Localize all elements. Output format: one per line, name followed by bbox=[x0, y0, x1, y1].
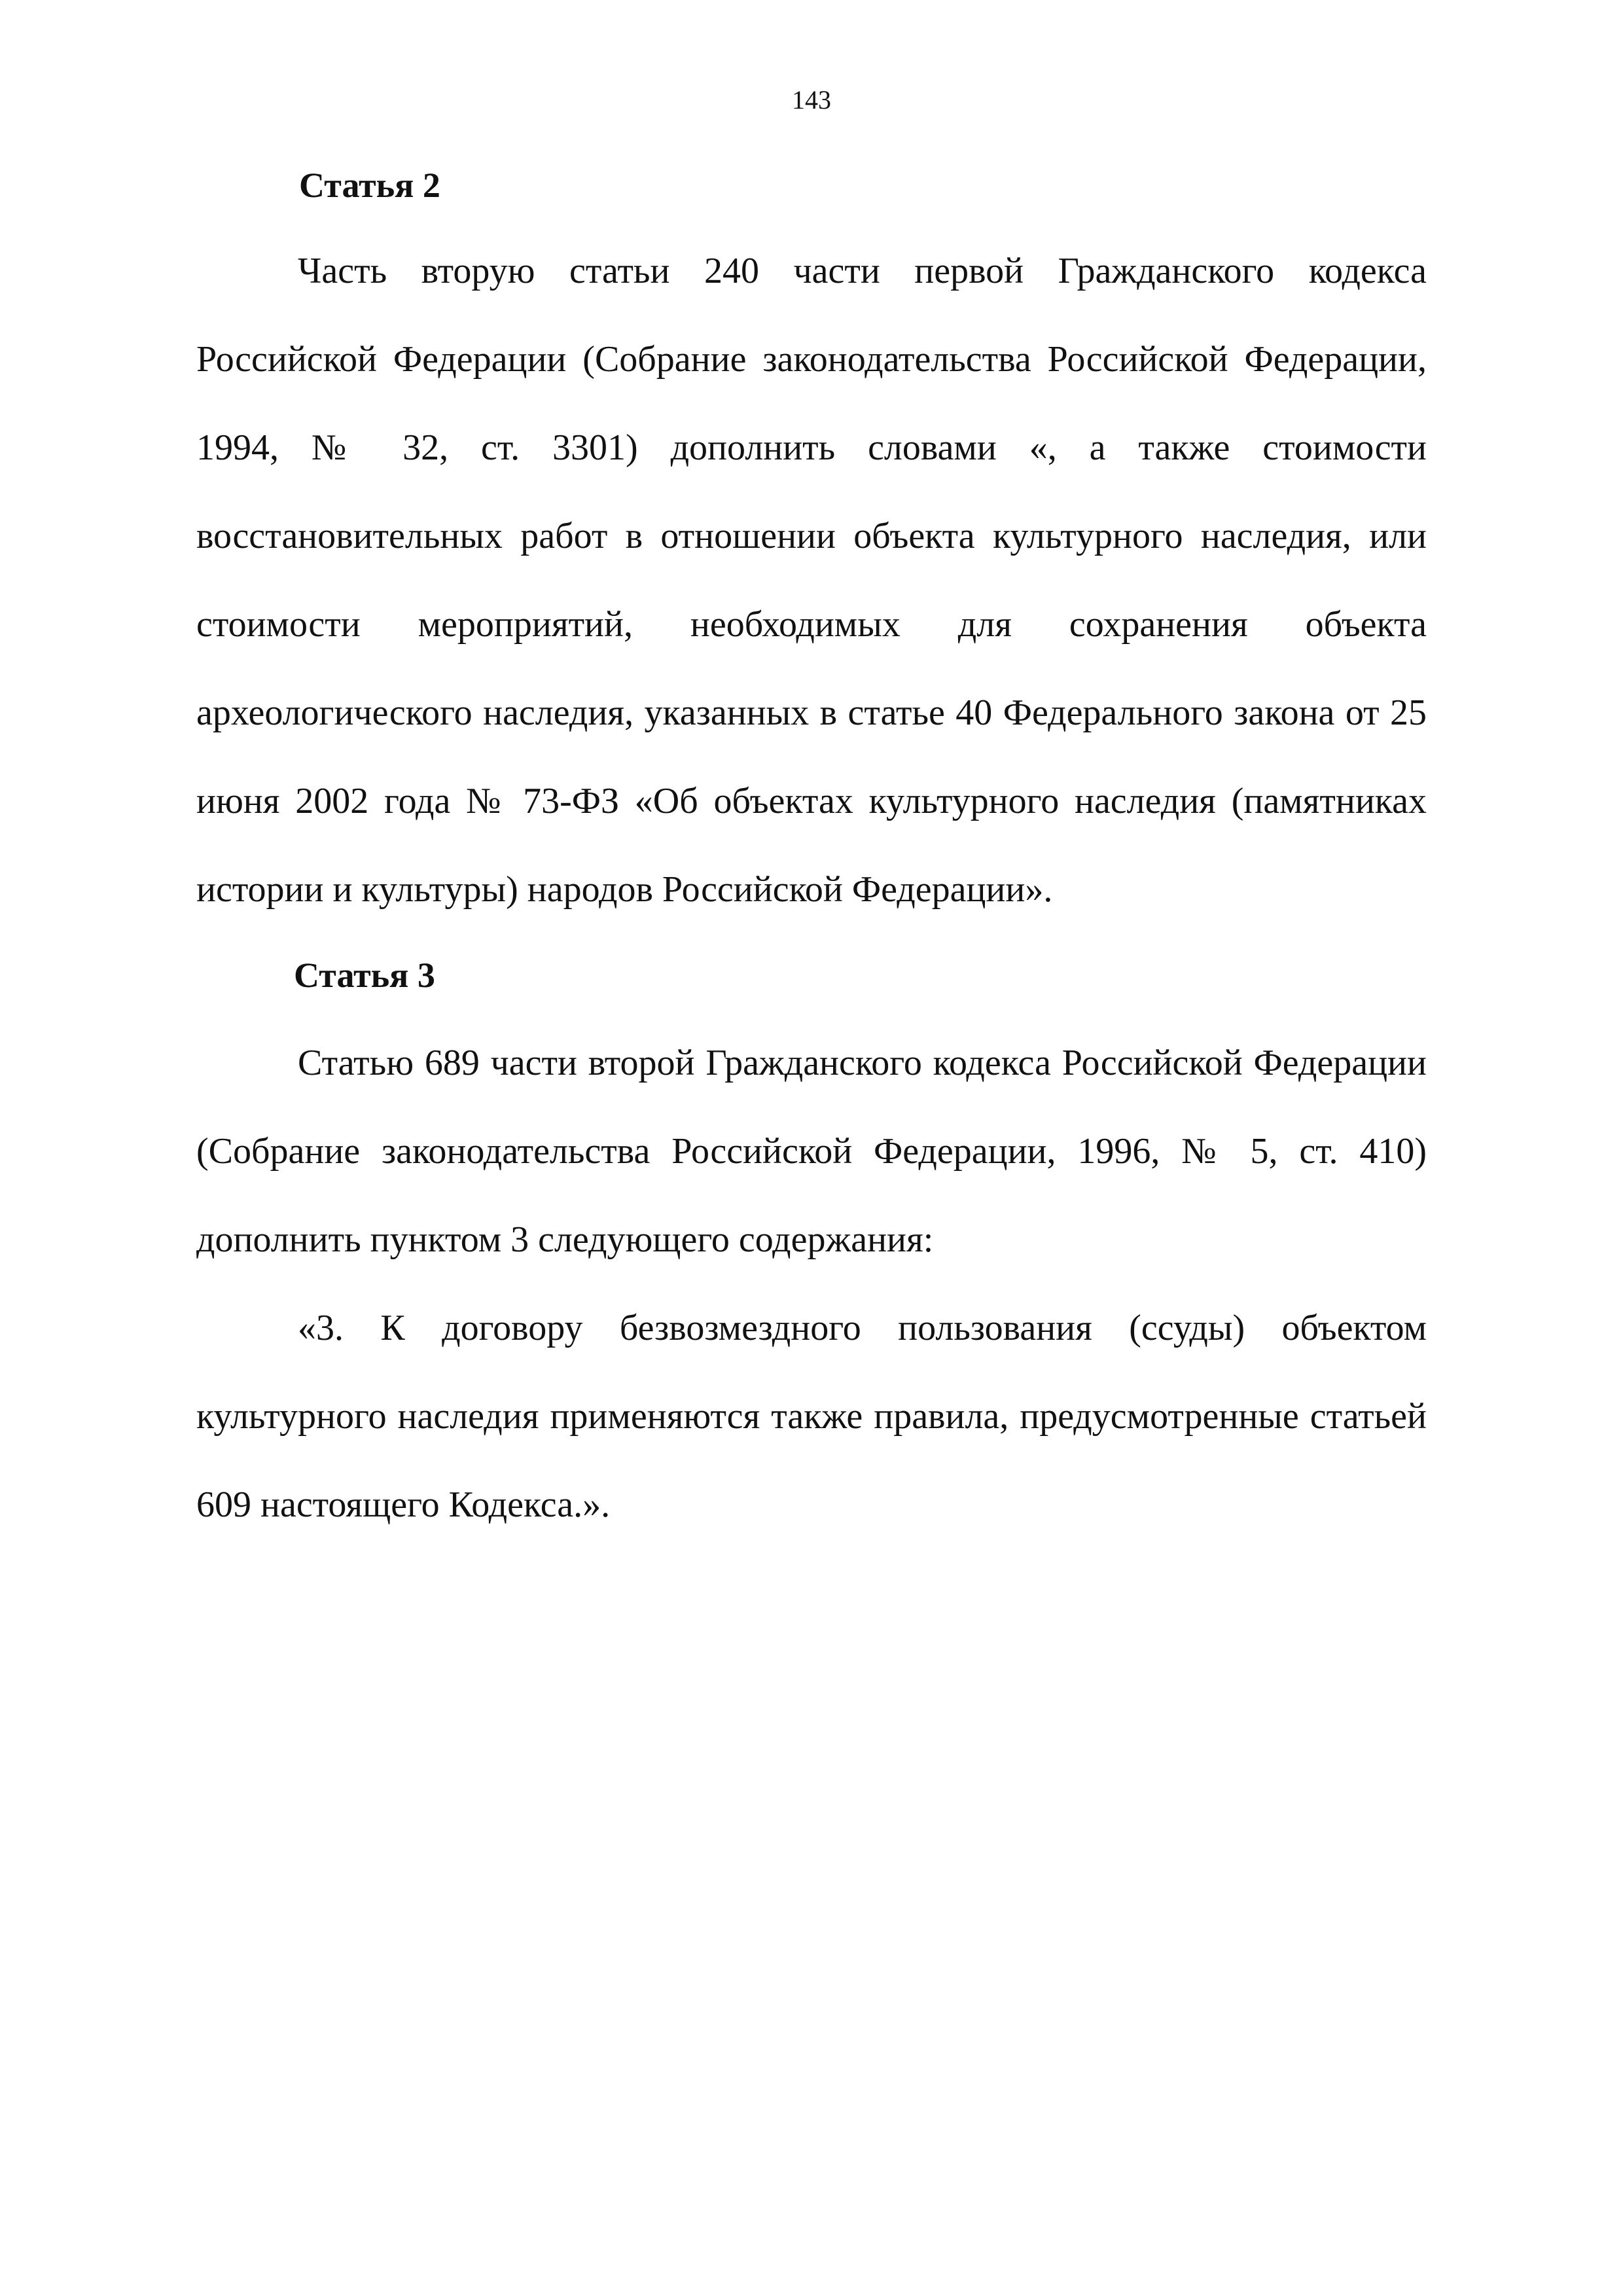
article-3-heading: Статья 3 bbox=[294, 956, 435, 995]
page-number: 143 bbox=[792, 85, 831, 115]
article-2-paragraph: Часть вторую статьи 240 части первой Гражданского кодекса Российской Федерации (Собрание законодательства Российской Федерации, 1994, № 32, ст. 3301) дополнить словами «, а также стоимости восстановительных работ в отношении объекта культурного наследия, или стоимости мероприятий, необходимых для сохранения объекта археологического наследия, указанных в статье 40 Федерального закона от 25 июня 2002 года № 73-ФЗ «Об объектах культурного наследия (памятниках истории и культуры) народов Российской Федерации». bbox=[196, 251, 1427, 910]
article-3-paragraph-1: Статью 689 части второй Гражданского кодекса Российской Федерации (Собрание законодательства Российской Федерации, 1996, № 5, ст. 410) дополнить пунктом 3 следующего содержания: bbox=[196, 1043, 1427, 1260]
article-2-heading: Статья 2 bbox=[299, 166, 440, 205]
article-3-paragraph-2: «3. К договору безвозмездного пользования (ссуды) объектом культурного наследия применяются также правила, предусмотренные статьей 609 настоящего Кодекса.». bbox=[196, 1308, 1427, 1525]
